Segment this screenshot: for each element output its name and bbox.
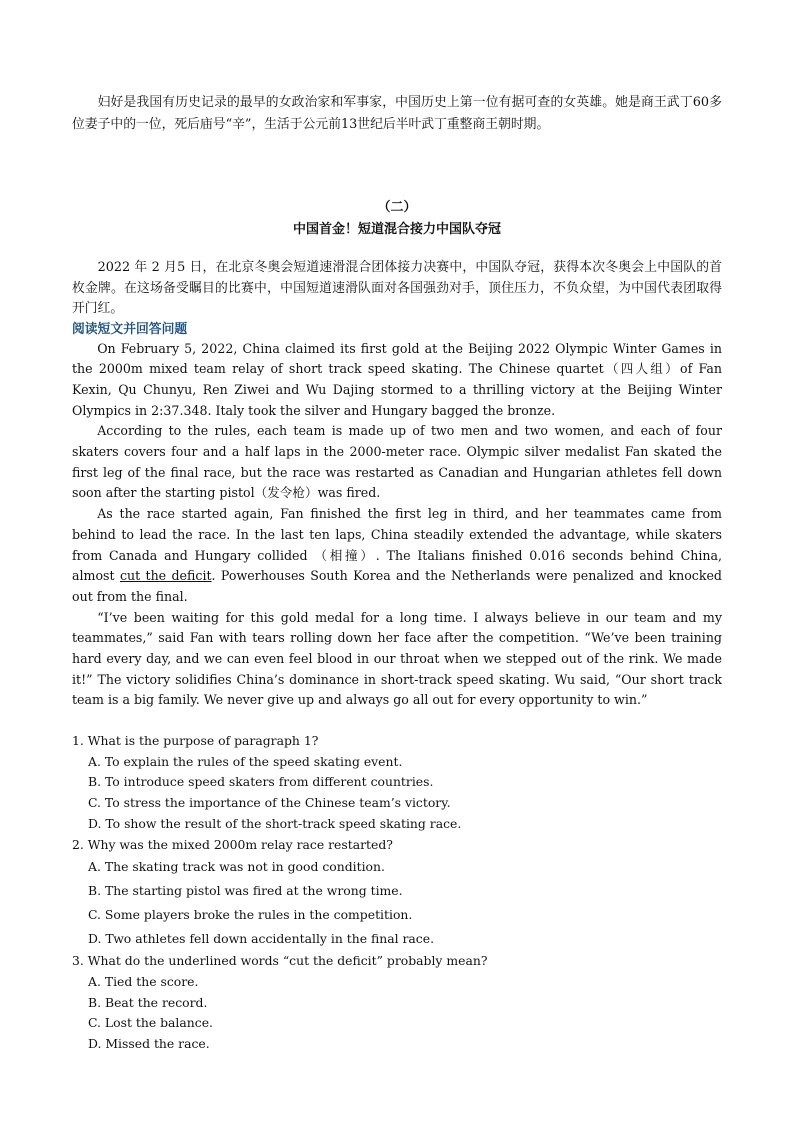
passage-paragraph-3	[72, 504, 722, 608]
question-1-stem: 1. What is the purpose of paragraph 1?	[72, 733, 319, 749]
underlined-phrase: cut the deficit	[119, 568, 212, 584]
question-3-stem: 3. What do the underlined words “cut the deficit” probably mean?	[72, 953, 488, 969]
passage-paragraph-1: On February 5, 2022, China claimed its first gold at the Beijing 2022 Olympic Winter Games in the 2000m mixed team relay of short track speed skating. The Chinese quartet（四人组）of Fan Kexin, Qu Chunyu, Ren Ziwei and Wu Dajing stormed to a thrilling victory at the Beijing Winter Olympics in 2:37.348. Italy took the silver and Hungary bagged the bronze.	[72, 340, 722, 418]
passage-paragraph-3-part-2: . Powerhouses South Korea and the Netherlands were penalized and knocked out from the final.	[72, 568, 722, 604]
intro-paragraph: 妇好是我国有历史记录的最早的女政治家和军事家，中国历史上第一位有据可查的女英雄。她是商王武丁60多位妻子中的一位，死后庙号“辛”，生活于公元前13世纪后半叶武丁重整商王朝时期。	[72, 95, 722, 132]
question-3-option-d: D. Missed the race.	[88, 1036, 210, 1052]
question-2-option-a: A. The skating track was not in good condition.	[88, 859, 385, 875]
reading-instruction: 阅读短文并回答问题	[72, 321, 188, 337]
section-title: 中国首金！短道混合接力中国队夺冠	[292, 222, 501, 237]
question-1-option-b: B. To introduce speed skaters from different countries.	[88, 774, 434, 790]
chinese-summary: 2022 年 2 月5 日，在北京冬奥会短道速滑混合团体接力决赛中，中国队夺冠，获得本次冬奥会上中国队的首枚金牌。在这场备受瞩目的比赛中，中国短道速滑队面对各国强劲对手，顶住压力，不负众望，为中国代表团取得开门红。	[72, 260, 722, 316]
section-number: （二）	[377, 200, 417, 215]
question-2-option-c: C. Some players broke the rules in the competition.	[88, 907, 413, 923]
question-3-option-b: B. Beat the record.	[88, 994, 208, 1010]
question-3-option-c: C. Lost the balance.	[88, 1015, 213, 1031]
question-2-option-d: D. Two athletes fell down accidentally in the final race.	[88, 931, 435, 947]
question-2-option-b: B. The starting pistol was fired at the wrong time.	[88, 883, 403, 899]
question-1-option-a: A. To explain the rules of the speed skating event.	[88, 753, 403, 769]
reading-passage	[72, 339, 722, 712]
question-2-stem: 2. Why was the mixed 2000m relay race restarted?	[72, 836, 393, 852]
question-3-option-a: A. Tied the score.	[88, 973, 199, 989]
question-1-option-d: D. To show the result of the short-track speed skating race.	[88, 816, 462, 832]
passage-paragraph-4: “I’ve been waiting for this gold medal for a long time. I always believe in our team and my teammates,” said Fan with tears rolling down her face after the competition. “We’ve been training hard every day, and we can even feel blood in our throat when we stepped out of the rink. We made it!” The victory solidifies China’s dominance in short-track speed skating. Wu said, “Our short track team is a big family. We never give up and always go all out for every opportunity to win.”	[72, 609, 722, 708]
document-page	[72, 92, 722, 1055]
question-list	[72, 731, 722, 1055]
passage-paragraph-2: According to the rules, each team is made up of two men and two women, and each of four skaters covers four and a half laps in the 2000-meter race. Olympic silver medalist Fan skated the first leg of the final race, but the race was restarted as Canadian and Hungarian athletes fell down soon after the starting pistol（发令枪）was fired.	[72, 423, 722, 501]
passage-paragraph-3-part-1: As the race started again, Fan finished the first leg in third, and her teammates came from behind to lead the race. In the last ten laps, China steadily extended the advantage, while skaters from Canada and Hungary collided （相撞）. The Italians finished 0.016 seconds behind China, almost	[72, 506, 722, 584]
question-1-option-c: C. To stress the importance of the Chinese team’s victory.	[88, 795, 451, 811]
